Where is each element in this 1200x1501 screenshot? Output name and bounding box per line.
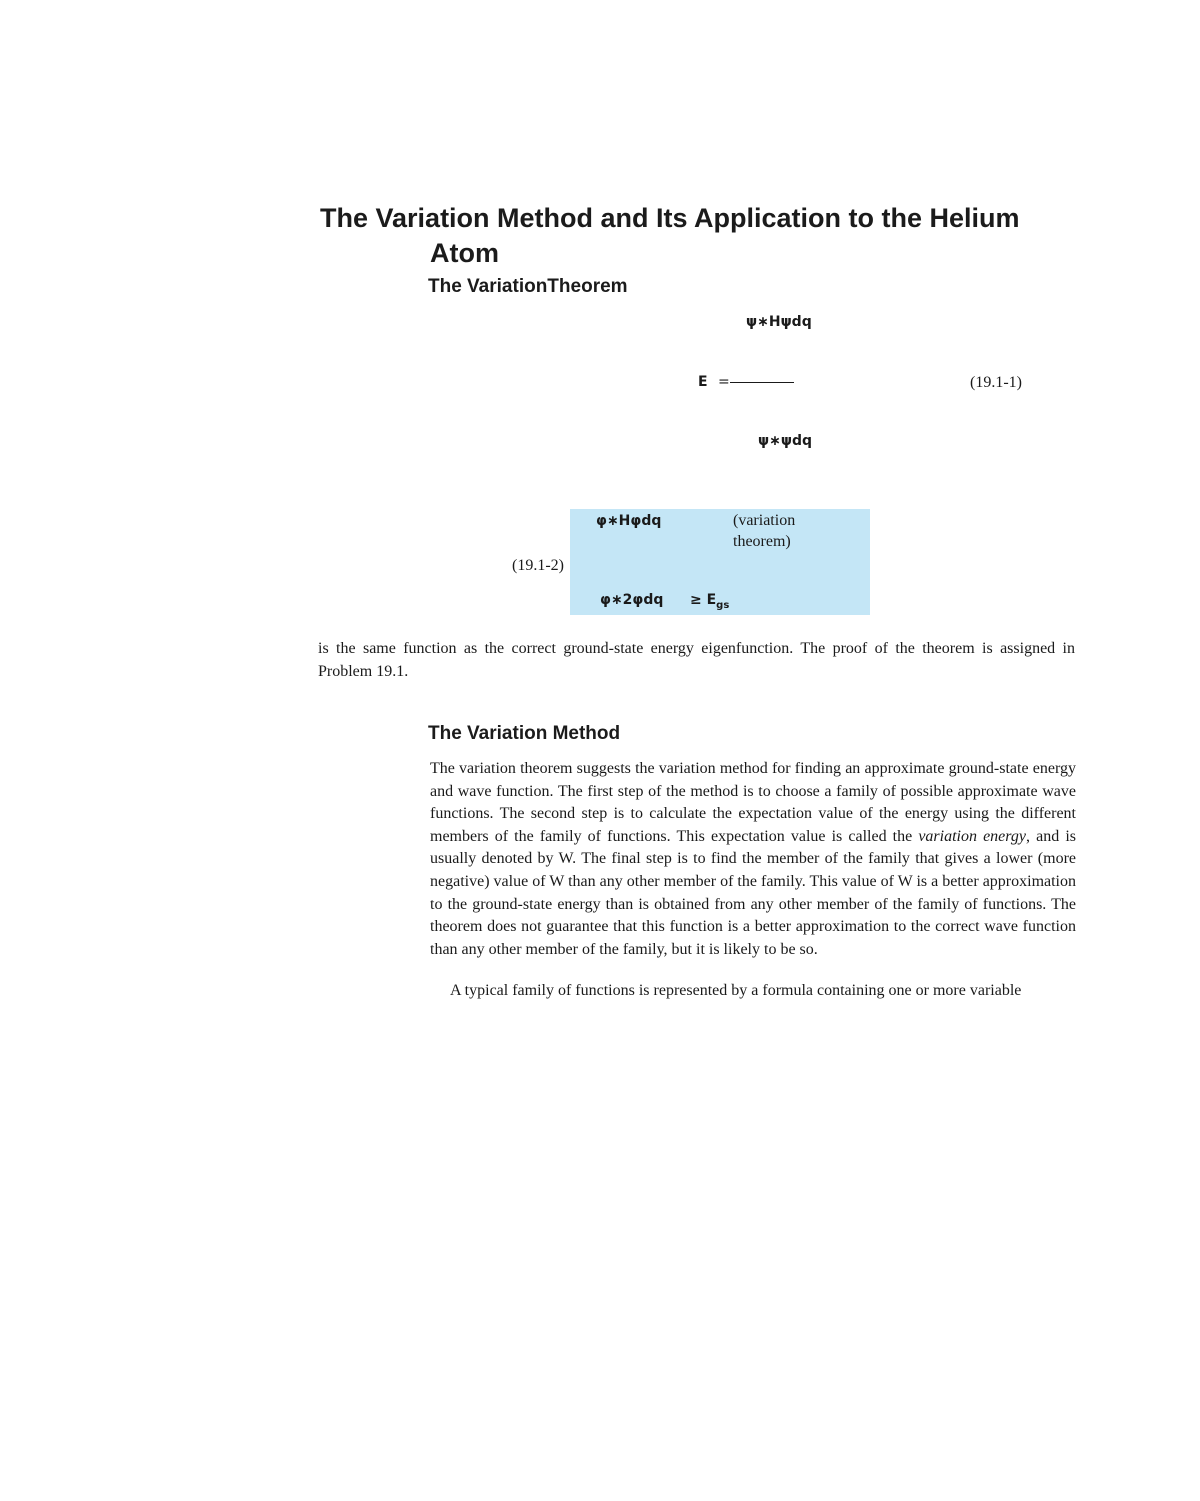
eq1-numerator: ψ∗Hψdq — [746, 314, 812, 330]
eq2-inequality — [690, 592, 729, 611]
eq1-fraction-line — [730, 382, 794, 383]
method-p1-text-b: , and is usually denoted by W. The final step is to find the member of the family that gives a lower (more negative) value of W than any other member of the family. This value of W is a better approximation to the ground-state energy than is obtained from any other member of the family of functions. The theorem does not guarantee that this function is a better approximation to the correct wave function than any other member of the family, but it is likely to be so. — [430, 827, 1076, 958]
theorem-paragraph: is the same function as the correct ground-state energy eigenfunction. The proof of the theorem is assigned in Problem 19.1. — [318, 640, 1075, 680]
eq2-subscript: gs — [716, 599, 730, 611]
eq2-numerator: φ∗Hφdq — [596, 513, 662, 529]
eq1-denominator: ψ∗ψdq — [758, 433, 813, 449]
page-title-line1: The Variation Method and Its Application to the Helium — [320, 203, 1020, 233]
eq2-label-line2: theorem) — [733, 533, 791, 550]
method-p1-text-a: The variation theorem suggests the variation method for finding an approximate ground-state energy and wave function. The first step of the method is to choose a family of possible approximate wave functions. The second step is to calculate the expectation value of the energy using the different members of the family of functions. This expectation value is called the — [430, 760, 1076, 845]
method-paragraph-1 — [430, 758, 1076, 961]
eq2-number: (19.1-2) — [512, 557, 564, 574]
method-p1-italic: variation energy — [918, 827, 1027, 845]
section-heading-variation-theorem: The VariationTheorem — [428, 276, 628, 297]
eq2-denominator: φ∗2φdq — [600, 592, 664, 608]
eq2-ge: ≥ E — [690, 592, 717, 608]
eq1-number: (19.1-1) — [970, 374, 1022, 391]
section-heading-variation-method: The Variation Method — [428, 723, 621, 744]
method-paragraph-2: A typical family of functions is represented by a formula containing one or more variable — [450, 982, 1022, 999]
page-title-line2: Atom — [430, 238, 499, 268]
eq1-lhs: E — [698, 374, 708, 390]
eq2-label-line1: (variation — [733, 512, 796, 529]
eq1-equals: = — [718, 374, 730, 390]
